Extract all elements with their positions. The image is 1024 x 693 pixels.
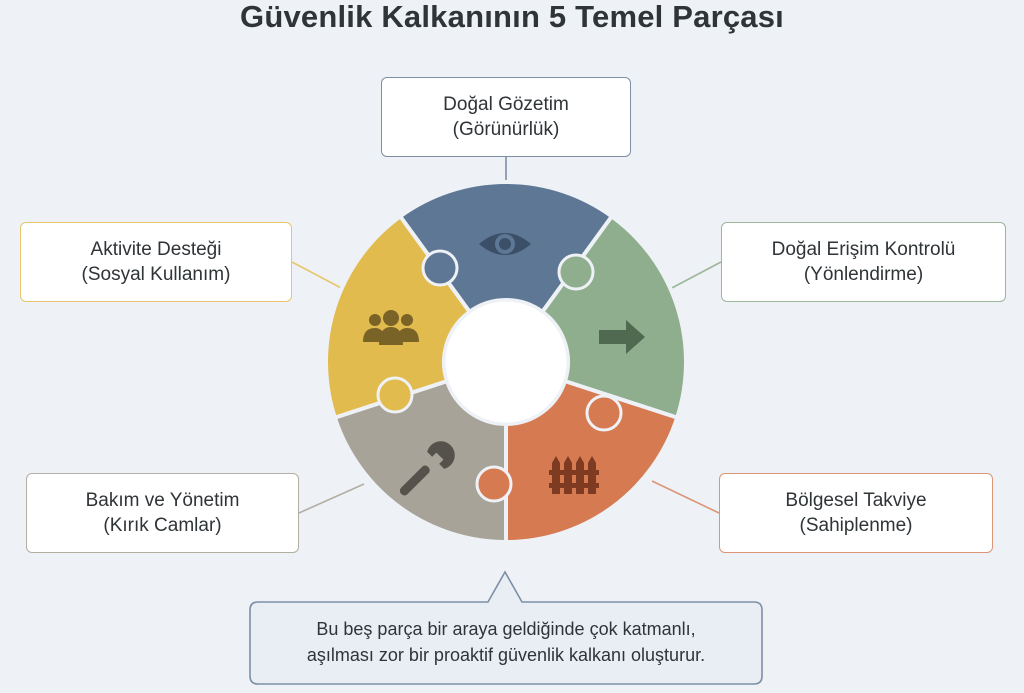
- label-left-line1: Aktivite Desteği: [90, 239, 222, 260]
- label-box-bottom-right: [719, 473, 993, 553]
- page-title: Güvenlik Kalkanının 5 Temel Parçası: [240, 0, 784, 34]
- label-bottom-left-line2: (Kırık Camlar): [103, 515, 222, 536]
- connector-left: [292, 262, 345, 290]
- callout-text: [250, 602, 762, 682]
- label-bottom-right-line2: (Sahiplenme): [799, 515, 913, 536]
- label-top-line2: (Görünürlük): [452, 119, 560, 140]
- label-box-right: [721, 222, 1006, 302]
- center-hole: [444, 300, 568, 424]
- label-bottom-right-line1: Bölgesel Takviye: [785, 490, 927, 511]
- callout-line2: aşılması zor bir proaktif güvenlik kalkanı oluşturur.: [306, 645, 706, 665]
- label-box-left: [20, 222, 292, 302]
- label-left-line2: (Sosyal Kullanım): [81, 264, 231, 285]
- knob-right-top: [559, 255, 593, 289]
- label-box-top: [381, 77, 631, 157]
- label-right-line1: Doğal Erişim Kontrolü: [771, 239, 956, 260]
- label-right-line2: (Yönlendirme): [803, 264, 924, 285]
- label-box-bottom-left: [26, 473, 299, 553]
- connector-right: [668, 262, 721, 290]
- label-top-line1: Doğal Gözetim: [443, 94, 569, 115]
- connector-bottom-left: [299, 484, 364, 513]
- knob-left-bottom: [378, 378, 412, 412]
- label-bottom-left-line1: Bakım ve Yönetim: [85, 490, 240, 511]
- connector-bottom-right: [652, 481, 719, 513]
- knob-bottom-right-top: [587, 396, 621, 430]
- knob-top-left: [423, 251, 457, 285]
- knob-bottom-middle: [477, 467, 511, 501]
- callout-line1: Bu beş parça bir araya geldiğinde çok katmanlı,: [316, 619, 696, 639]
